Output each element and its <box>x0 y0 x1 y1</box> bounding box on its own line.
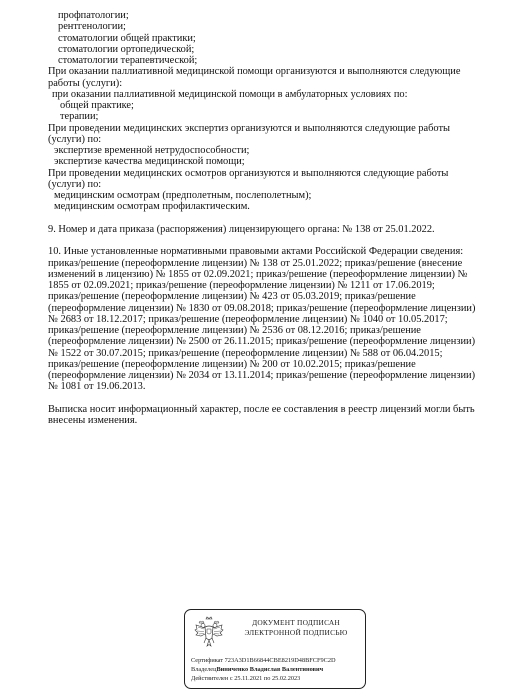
section-10-line: № 1522 от 30.07.2015; приказ/решение (переоформление лицензии) № 588 от 06.04.2015; <box>48 347 443 359</box>
russian-coat-of-arms-icon <box>194 616 224 648</box>
text-line: При проведении медицинских осмотров организуются и выполняются следующие работы <box>48 167 449 179</box>
owner-line: ВладелецВиниченко Владислав Валентинович <box>191 666 324 673</box>
section-10-line: приказ/решение (переоформление лицензии) № 2536 от 08.12.2016; приказ/решение <box>48 325 421 336</box>
section-10-line: (переоформление лицензии) № 2500 от 26.11.2015; приказ/решение (переоформление лицензии) <box>48 336 476 348</box>
order-number-line: 9. Номер и дата приказа (распоряжения) лицензирующего органа: № 138 от 25.01.2022. <box>48 223 435 235</box>
section-10-line: приказ/решение (переоформление лицензии) № 200 от 10.02.2015; приказ/решение <box>48 358 416 370</box>
text-line: медицинским осмотрам профилактическим. <box>54 201 250 213</box>
text-line: терапии; <box>60 111 99 123</box>
disclaimer-line: внесены изменения. <box>48 415 138 426</box>
text-line: При оказании паллиативной медицинской помощи организуются и выполняются следующие <box>48 66 461 78</box>
electronic-signature-stamp <box>184 609 366 689</box>
section-10-line: приказ/решение (переоформление лицензии) № 138 от 25.01.2022; приказ/решение (внесение <box>48 257 463 269</box>
text-line: работы (услуги): <box>48 77 123 89</box>
section-10-line: № 1081 от 19.06.2013. <box>48 381 146 393</box>
text-line: при оказании паллиативной медицинской помощи в амбулаторных условиях по: <box>52 88 408 100</box>
stamp-title: ДОКУМЕНТ ПОДПИСАН ЭЛЕКТРОННОЙ ПОДПИСЬЮ <box>244 618 348 637</box>
text-line: общей практике; <box>60 100 134 111</box>
text-line: медицинским осмотрам (предполетным, послеполетным); <box>54 190 312 201</box>
section-10-line: № 2683 от 18.12.2017; приказ/решение (переоформление лицензии) № 1040 от 10.05.2017; <box>48 313 448 325</box>
section-10-line: (переоформление лицензии) № 1830 от 09.08.2018; приказ/решение (переоформление лицензии) <box>48 302 476 314</box>
text-line: профпатологии; <box>58 10 129 21</box>
section-10-line: изменений в лицензию) № 1855 от 02.09.2021; приказ/решение (переоформление лицензии) № <box>48 268 468 280</box>
text-line: (услуги) по: <box>48 178 102 190</box>
section-10-line: 10. Иные установленные нормативными правовыми актами Российской Федерации сведения: <box>48 246 464 258</box>
certificate-line: Сертификат 723A3D1B66844CBE8219D48BFCF9C2D <box>191 657 336 664</box>
text-line: рентгенологии; <box>58 21 126 33</box>
text-line: стоматологии общей практики; <box>58 32 196 44</box>
disclaimer-line: Выписка носит информационный характер, после ее составления в реестр лицензий могли быть <box>48 403 475 415</box>
text-line: экспертизе качества медицинской помощи; <box>54 156 245 168</box>
text-line: При проведении медицинских экспертиз организуются и выполняются следующие работы <box>48 122 450 134</box>
validity-line: Действителен с 25.11.2021 по 25.02.2023 <box>191 675 301 682</box>
text-line: стоматологии ортопедической; <box>58 43 195 55</box>
section-10-line: (переоформление лицензии) № 2034 от 13.11.2014; приказ/решение (переоформление лицензии) <box>48 370 476 381</box>
text-line: (услуги) по: <box>48 133 102 145</box>
text-line: стоматологии терапевтической; <box>58 55 198 66</box>
document-body <box>48 10 498 426</box>
section-10-line: 1855 от 02.09.2021; приказ/решение (переоформление лицензии) № 1211 от 17.06.2019; <box>48 280 435 291</box>
text-line: экспертизе временной нетрудоспособности; <box>54 145 250 156</box>
section-10-line: приказ/решение (переоформление лицензии) № 423 от 05.03.2019; приказ/решение <box>48 291 416 303</box>
